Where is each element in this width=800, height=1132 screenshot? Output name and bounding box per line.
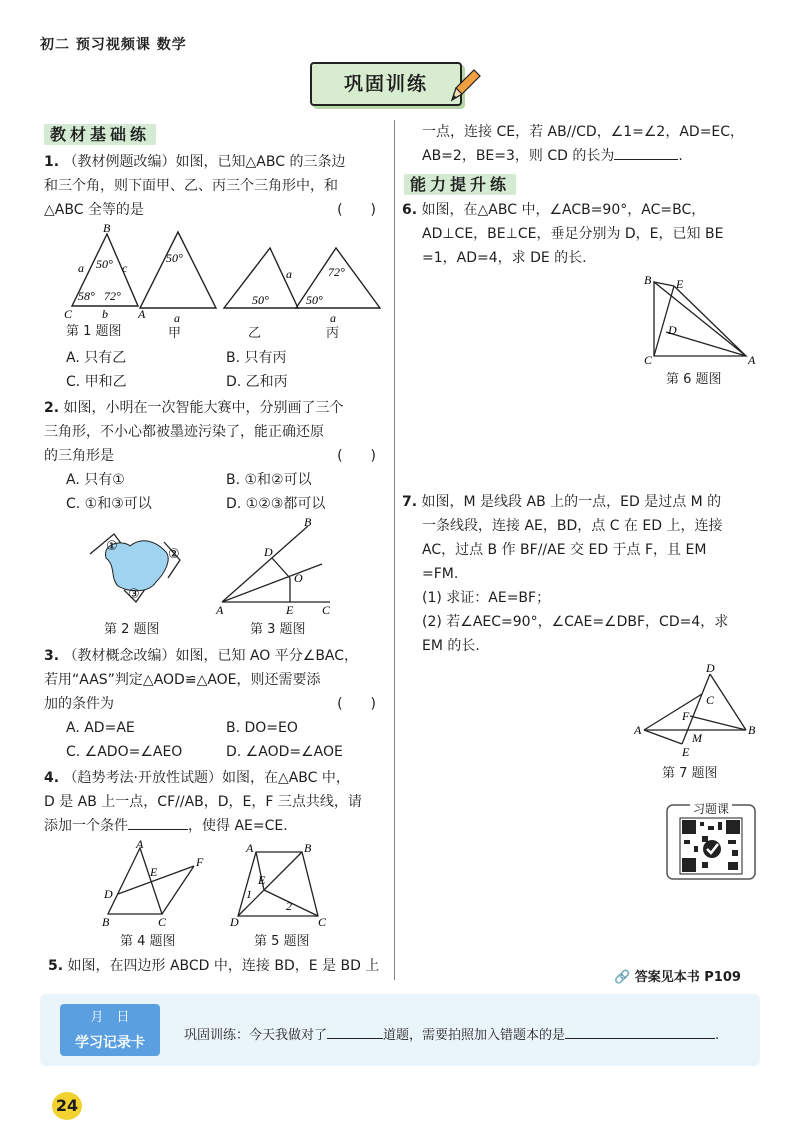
question-text: 一条线段，连接 AE，BD，点 C 在 ED 上，连接 — [422, 518, 723, 534]
fig-label: B — [644, 273, 652, 287]
question-number: 7. — [402, 494, 418, 510]
question-1 — [44, 150, 384, 222]
fig-label: 2 — [286, 899, 292, 913]
qr-title: 习题课 — [690, 800, 732, 817]
option-c[interactable]: C. ∠ADO=∠AEO — [66, 744, 183, 760]
fig-label: 50° — [306, 293, 323, 307]
fig-label: C — [158, 915, 167, 928]
q5-figure — [228, 842, 328, 928]
figure-caption: 第 3 题图 — [250, 622, 306, 637]
figure-label-yi: 乙 — [248, 326, 262, 341]
option-c[interactable]: C. ①和③可以 — [66, 496, 152, 512]
option-d[interactable]: D. ∠AOD=∠AOE — [226, 744, 343, 760]
answer-paren: ( ) — [337, 448, 376, 464]
sub-question-1: (1) 求证：AE=BF； — [422, 590, 551, 606]
question-number: 5. — [48, 958, 64, 974]
section-advanced: 能力提升练 — [404, 174, 516, 195]
question-text: 如图，在△ABC 中，∠ACB=90°，AC=BC， — [421, 202, 706, 218]
fig-label: A — [138, 307, 146, 321]
fig-label: D — [668, 323, 677, 337]
option-a[interactable]: A. 只有① — [66, 472, 125, 488]
option-d[interactable]: D. ①②③都可以 — [226, 496, 326, 512]
question-text: 如图，小明在一次智能大赛中，分别画了三个 — [63, 400, 344, 416]
question-text: △ABC 全等的是 — [44, 202, 144, 218]
question-text: 和三个角，则下面甲、乙、丙三个三角形中，和 — [44, 178, 338, 194]
figure-caption: 第 7 题图 — [662, 766, 718, 781]
fig-label: A — [246, 842, 254, 855]
question-5 — [48, 954, 379, 978]
fig-label: 50° — [96, 257, 113, 271]
option-b[interactable]: B. ①和②可以 — [226, 472, 312, 488]
column-divider — [394, 120, 395, 980]
question-number: 6. — [402, 202, 418, 218]
q7-figure — [632, 660, 762, 760]
question-text: 一点，连接 CE，若 AB//CD，∠1=∠2，AD=EC， — [422, 124, 745, 140]
q3-figure — [212, 516, 342, 616]
option-b[interactable]: B. 只有丙 — [226, 350, 287, 366]
fig-label: B — [304, 516, 312, 529]
fig-label: 72° — [104, 289, 121, 303]
figure-caption: 第 4 题图 — [120, 934, 176, 949]
figure-caption: 第 1 题图 — [66, 324, 122, 339]
answer-blank[interactable] — [614, 159, 678, 160]
fig-label: D — [264, 545, 273, 559]
sub-question-2: EM 的长. — [422, 638, 480, 654]
fig-label: a — [78, 261, 84, 275]
fig-label: ③ — [128, 587, 140, 602]
page-number: 24 — [52, 1092, 82, 1120]
figure-caption: 第 2 题图 — [104, 622, 160, 637]
fig-label: M — [692, 731, 702, 745]
fig-label: C — [64, 307, 73, 321]
fig-label: 50° — [252, 293, 269, 307]
fig-label: A — [136, 840, 144, 851]
answer-paren: ( ) — [337, 696, 376, 712]
question-text: 如图，在四边形 ABCD 中，连接 BD，E 是 BD 上 — [67, 958, 380, 974]
fig-label: c — [122, 261, 128, 275]
fig-label: a — [330, 311, 336, 325]
link-icon: 🔗 — [614, 970, 631, 985]
question-3 — [44, 644, 384, 716]
fig-label: D — [230, 915, 239, 928]
fig-label: ① — [106, 539, 118, 554]
question-6 — [402, 198, 762, 270]
question-text: =FM. — [422, 566, 459, 582]
fig-label: E — [150, 865, 158, 879]
fig-label: A — [216, 603, 224, 616]
question-number: 2. — [44, 400, 60, 416]
fig-label: F — [682, 709, 690, 723]
fig-label: D — [104, 887, 113, 901]
question-text: （教材例题改编）如图，已知△ABC 的三条边 — [63, 154, 346, 170]
figure-label-jia: 甲 — [168, 326, 182, 341]
question-text: ，使得 AE=CE. — [188, 818, 288, 834]
question-number: 4. — [44, 770, 60, 786]
question-text: 三角形，不小心都被墨迹污染了，能正确还原 — [44, 424, 324, 440]
pencil-icon — [444, 66, 484, 106]
fig-label: A — [634, 723, 642, 737]
option-a[interactable]: A. AD=AE — [66, 720, 135, 736]
fig-label: E — [682, 745, 690, 759]
question-text: 添加一个条件 — [44, 818, 128, 834]
fig-label: A — [748, 353, 756, 367]
question-7 — [402, 490, 762, 658]
option-c[interactable]: C. 甲和乙 — [66, 374, 127, 390]
question-text: AC，过点 B 作 BF//AE 交 ED 于点 F，且 EM — [422, 542, 707, 558]
section-basic: 教材基础练 — [44, 124, 156, 145]
fig-label: F — [196, 855, 204, 869]
fig-label: ② — [168, 547, 180, 562]
question-text: AD⊥CE，BE⊥CE，垂足分别为 D，E，已知 BE — [422, 226, 724, 242]
fig-label: 72° — [328, 265, 345, 279]
study-record-text — [184, 1024, 719, 1043]
question-text: （教材概念改编）如图，已知 AO 平分∠BAC， — [63, 648, 359, 664]
figure-caption: 第 5 题图 — [254, 934, 310, 949]
fig-label: 50° — [166, 251, 183, 265]
question-text: AB=2，BE=3，则 CD 的长为 — [422, 148, 615, 164]
fig-label: C — [322, 603, 331, 616]
question-number: 3. — [44, 648, 60, 664]
study-record-card — [60, 1004, 160, 1056]
option-a[interactable]: A. 只有乙 — [66, 350, 127, 366]
question-text: D 是 AB 上一点，CF//AB，D，E，F 三点共线，请 — [44, 794, 362, 810]
answer-reference-text: 答案见本书 P109 — [634, 970, 741, 985]
fig-label: B — [103, 224, 111, 235]
fig-label: B — [304, 842, 312, 855]
fig-label: B — [748, 723, 756, 737]
record-text: 巩固训练：今天我做对了 — [184, 1028, 328, 1043]
fig-label: E — [258, 873, 266, 887]
fig-label: O — [294, 571, 303, 585]
q6-figure — [640, 272, 760, 368]
answer-paren: ( ) — [337, 202, 376, 218]
fig-label: 1 — [246, 887, 252, 901]
record-title: 学习记录卡 — [75, 1035, 145, 1051]
question-number: 1. — [44, 154, 60, 170]
figure-label-bing: 丙 — [326, 326, 340, 341]
question-5-continued — [422, 120, 762, 168]
running-title: 初二 预习视频课 数学 — [40, 37, 187, 53]
question-text: （趋势考法·开放性试题）如图，在△ABC 中， — [63, 770, 350, 786]
figure-caption: 第 6 题图 — [666, 372, 722, 387]
record-text: 道题，需要拍照加入错题本的是 — [383, 1028, 566, 1043]
question-2 — [44, 396, 384, 468]
question-text: =1，AD=4，求 DE 的长. — [422, 250, 587, 266]
correct-count-blank[interactable] — [327, 1038, 383, 1039]
fig-label: b — [102, 307, 108, 321]
section-title: 巩固训练 — [310, 62, 462, 106]
fig-label: a — [286, 267, 292, 281]
answer-blank[interactable] — [128, 829, 188, 830]
record-date: 月 日 — [90, 1010, 130, 1025]
sub-question-2: (2) 若∠AEC=90°，∠CAE=∠DBF，CD=4，求 — [422, 614, 729, 630]
fig-label: C — [644, 353, 653, 367]
fig-label: E — [286, 603, 294, 616]
answer-reference — [614, 966, 741, 985]
question-4 — [44, 766, 384, 838]
question-text: 如图，M 是线段 AB 上的一点，ED 是过点 M 的 — [421, 494, 722, 510]
question-text: 的三角形是 — [44, 448, 114, 464]
fig-label: E — [676, 277, 684, 291]
fig-label: C — [706, 693, 715, 707]
question-text: . — [678, 148, 683, 164]
option-b[interactable]: B. DO=EO — [226, 720, 298, 736]
q2-figure — [84, 520, 194, 615]
fig-label: B — [102, 915, 110, 928]
error-book-blank[interactable] — [565, 1038, 715, 1039]
question-text: 若用“AAS”判定△AOD≌△AOE，则还需要添 — [44, 672, 321, 688]
fig-label: a — [174, 311, 180, 325]
fig-label: C — [318, 915, 327, 928]
fig-label: D — [706, 661, 715, 675]
fig-label: 58° — [78, 289, 95, 303]
option-d[interactable]: D. 乙和丙 — [226, 374, 288, 390]
q4-figure — [98, 840, 208, 928]
record-text: . — [715, 1028, 720, 1043]
question-text: 加的条件为 — [44, 696, 114, 712]
